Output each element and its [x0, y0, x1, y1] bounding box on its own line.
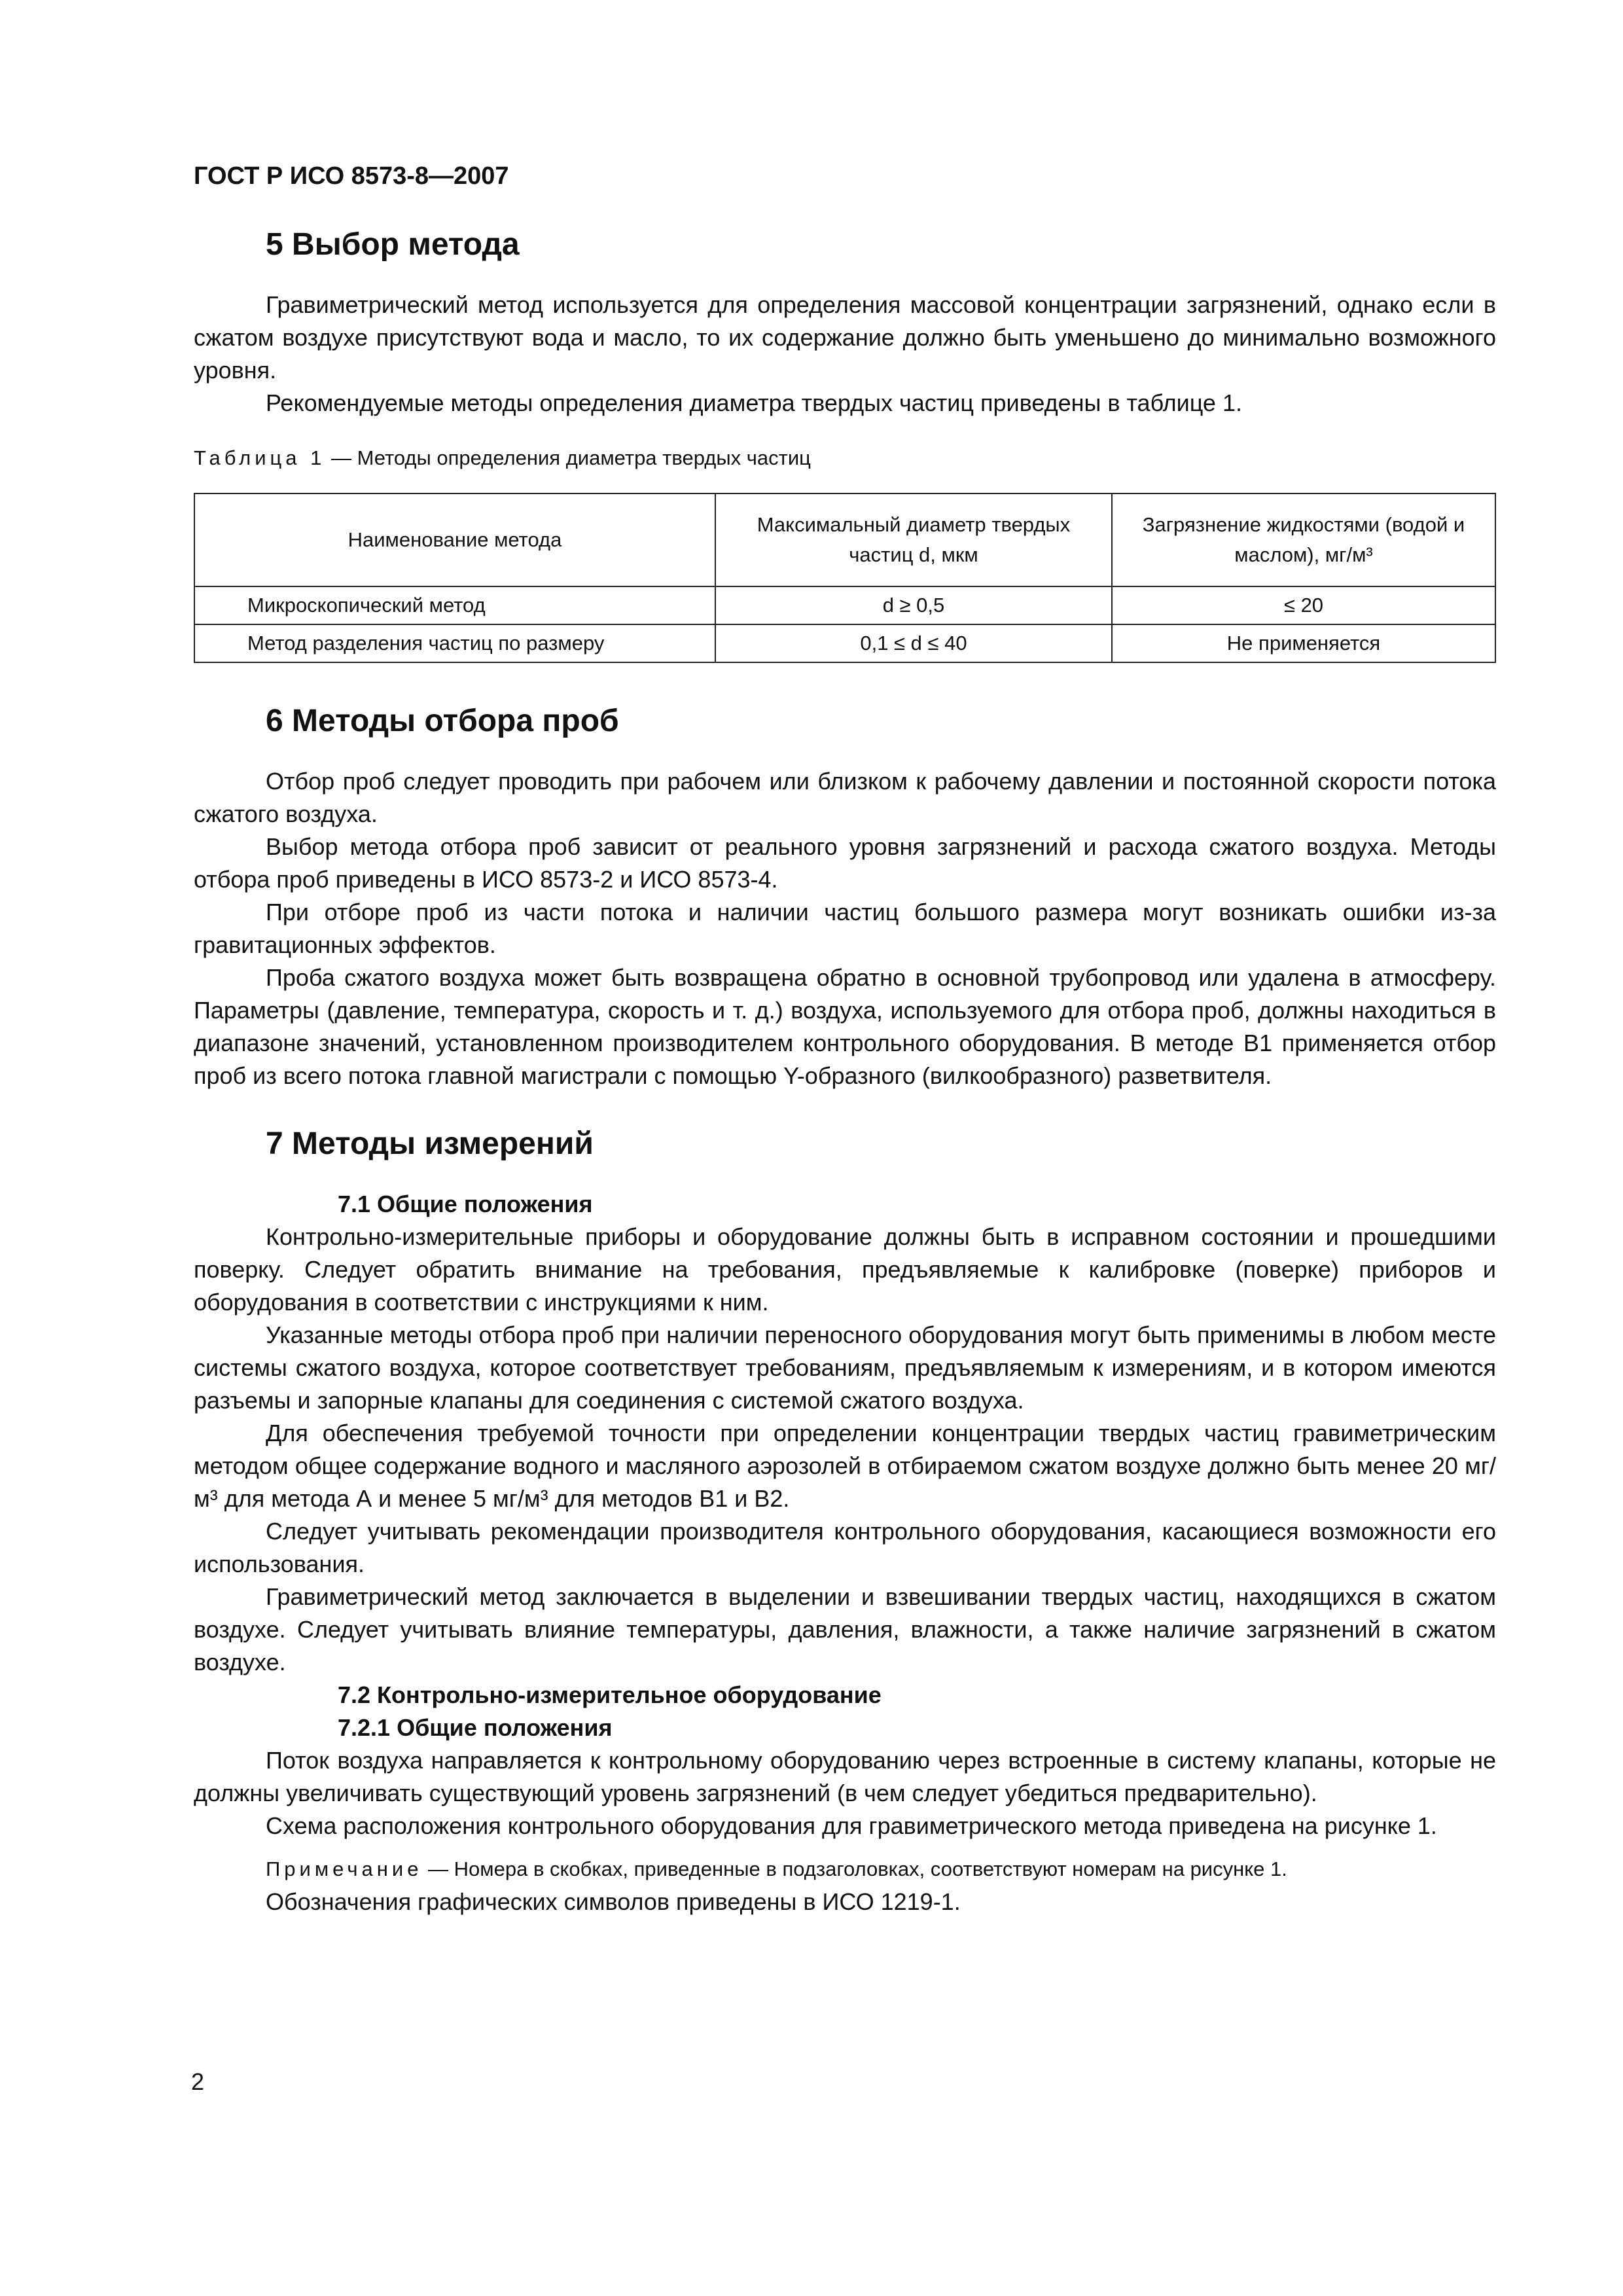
table-cell: ≤ 20	[1112, 586, 1495, 624]
subsection-7-2-1-title: 7.2.1 Общие положения	[338, 1714, 613, 1741]
page-content	[194, 226, 1496, 1918]
table-1-caption-text: — Методы определения диаметра твердых частиц	[325, 446, 811, 469]
table-header-row	[194, 493, 1495, 586]
section-7-paragraph-4: Следует учитывать рекомендации производителя контрольного оборудования, касающиеся возможности его использования.	[194, 1518, 1496, 1577]
table-header-cell: Наименование метода	[194, 493, 715, 586]
section-5-paragraph-2: Рекомендуемые методы определения диаметра твердых частиц приведены в таблице 1.	[266, 389, 1242, 416]
section-7-title: 7 Методы измерений	[266, 1126, 594, 1161]
section-7-paragraph-2: Указанные методы отбора проб при наличии переносного оборудования могут быть применимы в любом месте системы сжатого воздуха, которое соответствует требованиям, предъявляемым к измерениям, и в котором имеются разъемы и запорные клапаны для соединения с системой сжатого воздуха.	[194, 1321, 1496, 1414]
section-6-title: 6 Методы отбора проб	[266, 704, 619, 738]
page-number: 2	[191, 2068, 205, 2095]
section-7-paragraph-6: Поток воздуха направляется к контрольному оборудованию через встроенные в систему клапаны, которые не должны увеличивать существующий уровень загрязнений (в чем следует убедиться предварительно).	[194, 1747, 1496, 1806]
section-7-paragraph-8: Обозначения графических символов приведены в ИСО 1219-1.	[266, 1888, 961, 1915]
note	[194, 1853, 1496, 1886]
table-row	[194, 586, 1495, 624]
subsection-7-1-title: 7.1 Общие положения	[338, 1191, 593, 1217]
table-cell: Микроскопический метод	[194, 586, 715, 624]
note-text: — Номера в скобках, приведенные в подзаголовках, соответствуют номерам на рисунке 1.	[422, 1857, 1287, 1880]
document-header: ГОСТ Р ИСО 8573-8—2007	[194, 162, 509, 190]
section-6-paragraph-3: При отборе проб из части потока и наличии частиц большого размера могут возникать ошибки из-за гравитационных эффектов.	[194, 899, 1496, 958]
table-cell: Не применяется	[1112, 624, 1495, 662]
section-5-title: 5 Выбор метода	[266, 227, 520, 262]
section-6-paragraph-1: Отбор проб следует проводить при рабочем или близком к рабочему давлении и постоянной скорости потока сжатого воздуха.	[194, 768, 1496, 827]
section-6-paragraph-4: Проба сжатого воздуха может быть возвращена обратно в основной трубопровод или удалена в атмосферу. Параметры (давление, температура, скорость и т. д.) воздуха, используемого для отбора проб, должны находиться в диапазоне значений, установленном производителем контрольного оборудования. В методе В1 применяется отбор проб из всего потока главной магистрали с помощью Y-образного (вилкообразного) разветвителя.	[194, 964, 1496, 1089]
table-header-cell: Максимальный диаметр твердых частиц d, мкм	[715, 493, 1112, 586]
section-7-paragraph-1: Контрольно-измерительные приборы и оборудование должны быть в исправном состоянии и прошедшими поверку. Следует обратить внимание на требования, предъявляемые к калибровке (поверке) приборов и оборудования в соответствии с инструкциями к ним.	[194, 1223, 1496, 1316]
table-cell: 0,1 ≤ d ≤ 40	[715, 624, 1112, 662]
section-7-paragraph-5: Гравиметрический метод заключается в выделении и взвешивании твердых частиц, находящихся в сжатом воздухе. Следует учитывать влияние температуры, давления, влажности, а также наличие загрязнений в сжатом воздухе.	[194, 1583, 1496, 1676]
table-1-caption	[194, 442, 1496, 475]
table-header-cell: Загрязнение жидкостями (водой и маслом), мг/м³	[1112, 493, 1495, 586]
table-cell: Метод разделения частиц по размеру	[194, 624, 715, 662]
table-1	[194, 493, 1496, 663]
section-7-paragraph-3: Для обеспечения требуемой точности при определении концентрации твердых частиц гравиметрическим методом общее содержание водного и масляного аэрозолей в отбираемом сжатом воздухе должно быть менее 20 мг/м³ для метода А и менее 5 мг/м³ для методов В1 и В2.	[194, 1420, 1496, 1512]
table-row	[194, 624, 1495, 662]
table-1-caption-label: Таблица 1	[194, 446, 326, 469]
table-cell: d ≥ 0,5	[715, 586, 1112, 624]
note-label: Примечание	[266, 1857, 423, 1880]
section-5-paragraph-1: Гравиметрический метод используется для определения массовой концентрации загрязнений, однако если в сжатом воздухе присутствуют вода и масло, то их содержание должно быть уменьшено до минимально возможного уровня.	[194, 291, 1496, 384]
section-6-paragraph-2: Выбор метода отбора проб зависит от реального уровня загрязнений и расхода сжатого воздуха. Методы отбора проб приведены в ИСО 8573-2 и ИСО 8573-4.	[194, 833, 1496, 893]
spacer	[194, 1092, 1496, 1125]
subsection-7-2-title: 7.2 Контрольно-измерительное оборудование	[338, 1681, 882, 1708]
section-7-paragraph-7: Схема расположения контрольного оборудования для гравиметрического метода приведена на рисунке 1.	[266, 1812, 1437, 1839]
